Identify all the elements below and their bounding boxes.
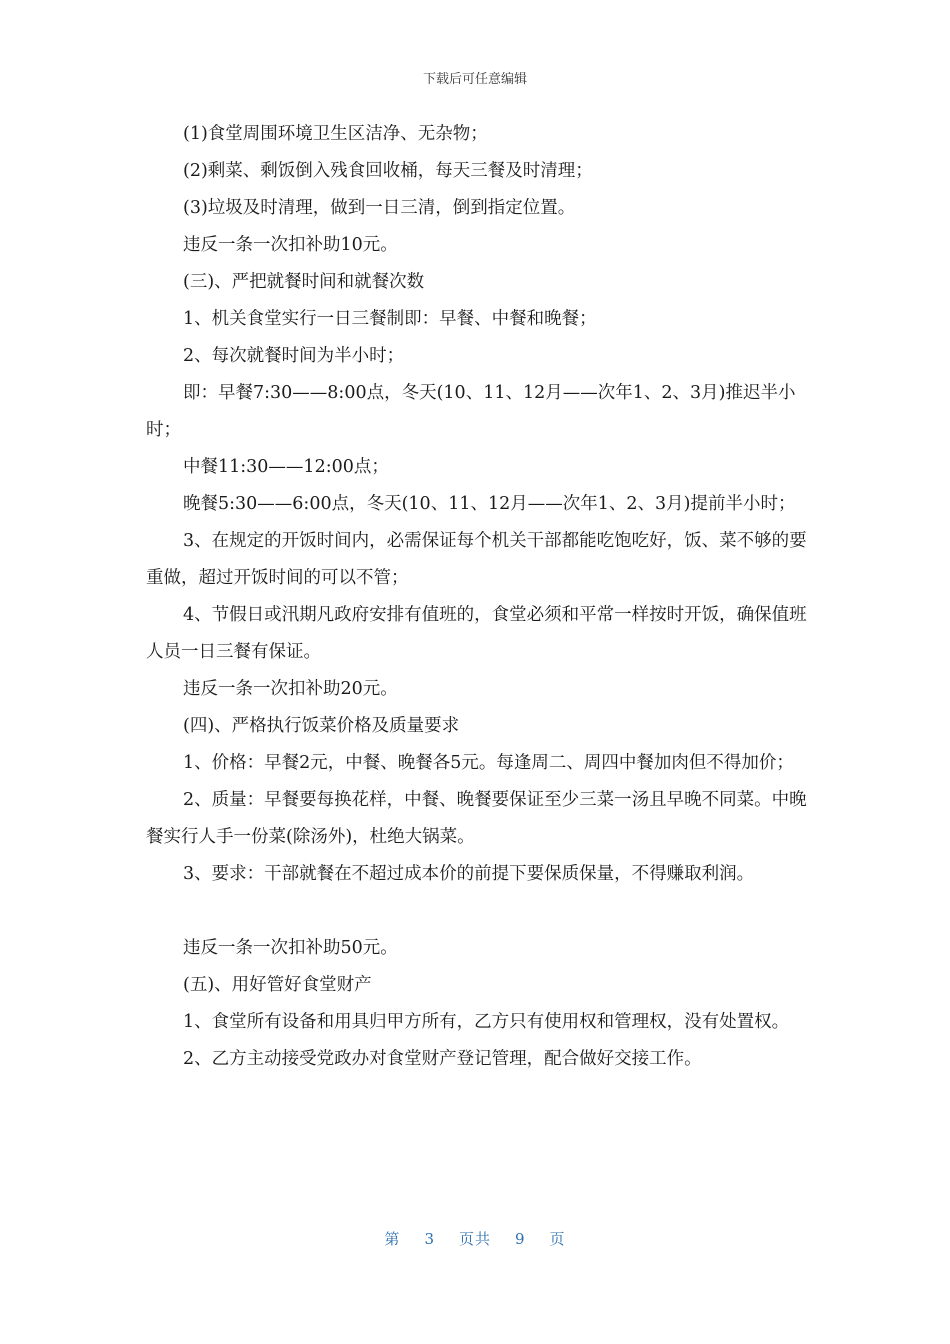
page-label: 第 [384, 1230, 401, 1248]
page-number: 3 [424, 1230, 435, 1248]
page-header: 下载后可任意编辑 [422, 72, 527, 87]
paragraph: 违反一条一次扣补助10元。 [183, 235, 398, 255]
paragraph: 3、在规定的开饭时间内，必需保证每个机关干部都能吃饱吃好，饭、菜不够的要重做，超过开饭时间的可以不管； [146, 531, 807, 588]
section-heading: (四)、严格执行饭菜价格及质量要求 [183, 716, 460, 736]
page-footer [0, 1228, 950, 1249]
blank-line [146, 893, 810, 930]
section-heading: (五)、用好管好食堂财产 [183, 975, 372, 995]
paragraph: (2)剩菜、剩饭倒入残食回收桶，每天三餐及时清理； [183, 161, 593, 181]
paragraph: 2、乙方主动接受党政办对食堂财产登记管理，配合做好交接工作。 [183, 1049, 702, 1069]
paragraph: 即：早餐7:30——8:00点，冬天(10、11、12月——次年1、2、3月)推迟半小时； [146, 383, 796, 440]
paragraph: 2、质量：早餐要每换花样，中餐、晚餐要保证至少三菜一汤且早晚不同菜。中晚餐实行人手一份菜(除汤外)，杜绝大锅菜。 [146, 790, 807, 847]
total-pages: 9 [515, 1230, 526, 1248]
paragraph: 1、食堂所有设备和用具归甲方所有，乙方只有使用权和管理权，没有处置权。 [183, 1012, 790, 1032]
paragraph: 3、要求：干部就餐在不超过成本价的前提下要保质保量，不得赚取利润。 [183, 864, 755, 884]
paragraph: (1)食堂周围环境卫生区洁净、无杂物； [183, 124, 488, 144]
document-body [146, 116, 810, 1078]
section-heading: (三)、严把就餐时间和就餐次数 [183, 272, 425, 292]
end-label: 页 [549, 1230, 566, 1248]
paragraph: 4、节假日或汛期凡政府安排有值班的，食堂必须和平常一样按时开饭，确保值班人员一日三餐有保证。 [146, 605, 807, 662]
paragraph: 1、价格：早餐2元，中餐、晚餐各5元。每逢周二、周四中餐加肉但不得加价； [183, 753, 794, 773]
paragraph: 中餐11:30——12:00点； [183, 457, 389, 477]
paragraph: 晚餐5:30——6:00点，冬天(10、11、12月——次年1、2、3月)提前半小时； [183, 494, 796, 514]
total-label: 页共 [458, 1230, 491, 1248]
paragraph: 2、每次就餐时间为半小时； [183, 346, 405, 366]
paragraph: 1、机关食堂实行一日三餐制即：早餐、中餐和晚餐； [183, 309, 597, 329]
paragraph: (3)垃圾及时清理，做到一日三清，倒到指定位置。 [183, 198, 576, 218]
paragraph: 违反一条一次扣补助20元。 [183, 679, 398, 699]
paragraph: 违反一条一次扣补助50元。 [183, 938, 398, 958]
